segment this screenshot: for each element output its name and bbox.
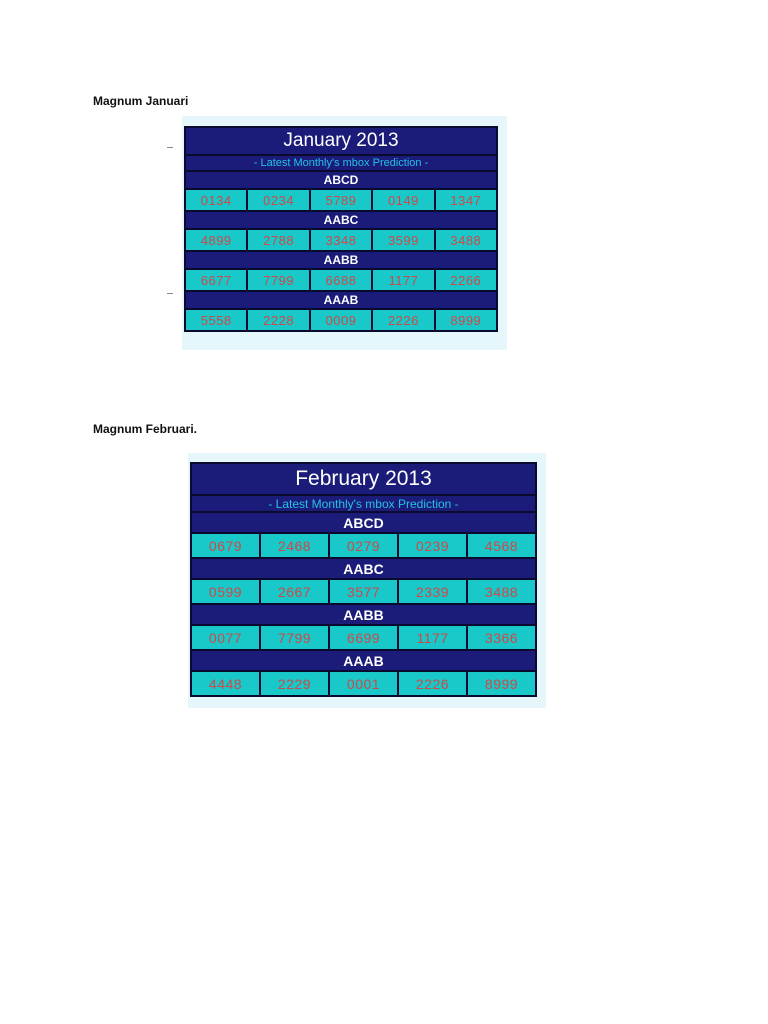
number-cell: 6688 xyxy=(311,270,371,290)
number-row xyxy=(192,580,535,603)
number-cell: 8999 xyxy=(436,310,496,330)
number-cell: 6699 xyxy=(330,626,397,649)
table-subtitle: - Latest Monthly's mbox Prediction - xyxy=(192,496,535,511)
number-cell: 0279 xyxy=(330,534,397,557)
category-label-aabb: AABB xyxy=(192,605,535,624)
number-cell: 2228 xyxy=(248,310,308,330)
category-label-abcd: ABCD xyxy=(186,172,496,188)
category-label-aaab: AAAB xyxy=(186,292,496,308)
number-cell: 0679 xyxy=(192,534,259,557)
number-cell: 0001 xyxy=(330,672,397,695)
number-cell: 5558 xyxy=(186,310,246,330)
number-cell: 2226 xyxy=(399,672,466,695)
number-row xyxy=(192,672,535,695)
number-cell: 2226 xyxy=(373,310,433,330)
number-cell: 6677 xyxy=(186,270,246,290)
number-cell: 2468 xyxy=(261,534,328,557)
number-cell: 8999 xyxy=(468,672,535,695)
number-cell: 7799 xyxy=(248,270,308,290)
january-heading: Magnum Januari xyxy=(93,94,189,108)
number-cell: 3366 xyxy=(468,626,535,649)
january-prediction-table xyxy=(184,126,498,332)
number-cell: 2667 xyxy=(261,580,328,603)
number-cell: 1177 xyxy=(399,626,466,649)
margin-dash xyxy=(167,293,173,294)
february-heading: Magnum Februari. xyxy=(93,422,198,436)
number-row xyxy=(192,534,535,557)
number-cell: 3348 xyxy=(311,230,371,250)
table-title: February 2013 xyxy=(192,464,535,494)
number-cell: 5789 xyxy=(311,190,371,210)
category-label-aabc: AABC xyxy=(186,212,496,228)
category-label-abcd: ABCD xyxy=(192,513,535,532)
number-cell: 4448 xyxy=(192,672,259,695)
number-cell: 0009 xyxy=(311,310,371,330)
number-cell: 3488 xyxy=(436,230,496,250)
number-cell: 1177 xyxy=(373,270,433,290)
number-cell: 7799 xyxy=(261,626,328,649)
table-title: January 2013 xyxy=(186,128,496,154)
number-cell: 3577 xyxy=(330,580,397,603)
number-row xyxy=(186,310,496,330)
number-row xyxy=(186,230,496,250)
margin-dash xyxy=(167,147,173,148)
number-cell: 4568 xyxy=(468,534,535,557)
number-row xyxy=(186,270,496,290)
number-cell: 0599 xyxy=(192,580,259,603)
number-cell: 2788 xyxy=(248,230,308,250)
category-label-aaab: AAAB xyxy=(192,651,535,670)
number-cell: 2339 xyxy=(399,580,466,603)
table-subtitle: - Latest Monthly's mbox Prediction - xyxy=(186,156,496,170)
number-cell: 0134 xyxy=(186,190,246,210)
february-prediction-table xyxy=(190,462,537,697)
number-cell: 2266 xyxy=(436,270,496,290)
category-label-aabc: AABC xyxy=(192,559,535,578)
category-label-aabb: AABB xyxy=(186,252,496,268)
number-cell: 0149 xyxy=(373,190,433,210)
number-cell: 2229 xyxy=(261,672,328,695)
number-cell: 3599 xyxy=(373,230,433,250)
number-cell: 1347 xyxy=(436,190,496,210)
number-cell: 0239 xyxy=(399,534,466,557)
number-cell: 0077 xyxy=(192,626,259,649)
number-cell: 3488 xyxy=(468,580,535,603)
number-row xyxy=(192,626,535,649)
number-cell: 0234 xyxy=(248,190,308,210)
number-cell: 4899 xyxy=(186,230,246,250)
number-row xyxy=(186,190,496,210)
